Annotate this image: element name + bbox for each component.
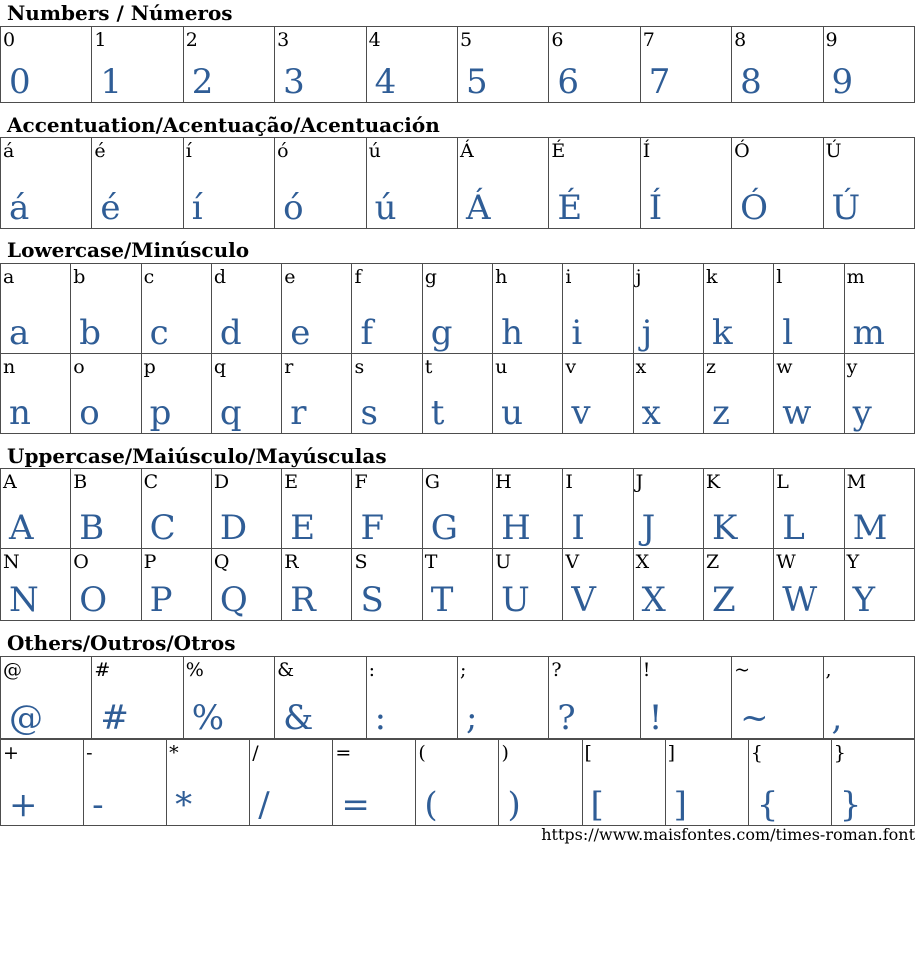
uppercase-row-2 [1, 549, 915, 621]
glyph-cell [352, 469, 422, 549]
char-label: R [284, 551, 299, 573]
char-label: C [143, 471, 159, 493]
char-label: J [635, 471, 644, 493]
glyph-sample: m [852, 313, 885, 353]
glyph-cell [748, 740, 831, 826]
glyph-sample: 8 [740, 62, 762, 102]
glyph-cell [640, 27, 731, 103]
glyph-sample: ) [507, 785, 521, 825]
char-label: / [252, 742, 259, 764]
glyph-cell [211, 469, 281, 549]
glyph-sample: Ú [831, 188, 861, 228]
glyph-cell [633, 469, 703, 549]
glyph-sample: 5 [465, 62, 488, 102]
glyph-cell [732, 27, 823, 103]
others-row-2 [1, 740, 915, 826]
glyph-sample: w [782, 393, 812, 433]
char-label: [ [584, 742, 592, 764]
glyph-sample: W [782, 580, 818, 620]
glyph-sample: , [831, 698, 843, 738]
glyph-cell [141, 264, 211, 354]
glyph-cell [493, 264, 563, 354]
glyph-sample: d [219, 313, 242, 353]
glyph-sample: N [9, 580, 39, 620]
char-label: : [368, 659, 375, 681]
glyph-sample: n [9, 393, 31, 433]
char-label: z [705, 356, 716, 378]
char-label: 3 [277, 29, 290, 51]
glyph-cell [563, 264, 633, 354]
glyph-sample: M [852, 508, 888, 548]
glyph-cell [640, 657, 731, 739]
char-label: 0 [3, 29, 16, 51]
char-label: * [169, 742, 179, 764]
others-row-1 [1, 657, 915, 739]
glyph-sample: O [79, 580, 108, 620]
char-label: 7 [642, 29, 655, 51]
glyph-cell [352, 354, 422, 434]
glyph-cell [1, 27, 92, 103]
glyph-cell [844, 264, 914, 354]
glyph-sample: 4 [374, 62, 397, 102]
char-label: Á [459, 140, 474, 162]
glyph-cell [282, 469, 352, 549]
char-label: y [846, 356, 858, 378]
glyph-cell [84, 740, 167, 826]
glyph-cell [703, 469, 773, 549]
glyph-sample: o [79, 393, 100, 433]
char-label: ~ [734, 659, 751, 681]
glyph-sample: I [571, 508, 585, 548]
numbers-grid [0, 26, 915, 103]
char-label: í [185, 140, 192, 162]
char-label: Ó [734, 140, 750, 162]
glyph-sample: K [711, 508, 738, 548]
glyph-sample: ? [557, 698, 576, 738]
section-title-accentuation: Accentuation/Acentuação/Acentuación [7, 113, 440, 137]
glyph-sample: U [501, 580, 530, 620]
char-label: t [424, 356, 433, 378]
glyph-cell [831, 740, 914, 826]
glyph-sample: % [191, 698, 225, 738]
glyph-sample: p [149, 393, 172, 433]
glyph-cell [549, 138, 640, 229]
glyph-cell [1, 264, 71, 354]
glyph-sample: c [149, 313, 169, 353]
glyph-cell [563, 354, 633, 434]
glyph-sample: 3 [283, 62, 305, 102]
glyph-sample: z [711, 393, 730, 433]
glyph-sample: } [839, 785, 862, 825]
char-label: E [284, 471, 299, 493]
glyph-sample: h [501, 313, 523, 353]
glyph-cell [167, 740, 250, 826]
char-label: w [776, 356, 793, 378]
char-label: , [825, 659, 832, 681]
char-label: ú [368, 140, 381, 162]
glyph-sample: * [175, 785, 193, 825]
glyph-cell [71, 469, 141, 549]
glyph-sample: [ [590, 785, 604, 825]
glyph-cell [366, 27, 457, 103]
glyph-cell [71, 354, 141, 434]
others-grid-2 [0, 739, 915, 826]
glyph-sample: e [290, 313, 311, 353]
glyph-cell [211, 549, 281, 621]
glyph-cell [366, 138, 457, 229]
glyph-cell [633, 354, 703, 434]
char-label: Y [846, 551, 860, 573]
char-label: @ [3, 659, 22, 681]
glyph-sample: 6 [557, 62, 579, 102]
glyph-cell [844, 354, 914, 434]
section-title-uppercase: Uppercase/Maiúsculo/Mayúsculas [7, 444, 387, 468]
glyph-sample: D [219, 508, 248, 548]
glyph-cell [774, 469, 844, 549]
lowercase-row-2 [1, 354, 915, 434]
glyph-cell [703, 549, 773, 621]
char-label: k [705, 266, 718, 288]
glyph-sample: Y [852, 580, 876, 620]
glyph-cell [282, 264, 352, 354]
char-label: 9 [825, 29, 838, 51]
glyph-sample: / [258, 785, 270, 825]
char-label: q [213, 356, 227, 378]
glyph-sample: # [100, 698, 129, 738]
glyph-sample: i [571, 313, 583, 353]
char-label: 5 [459, 29, 473, 51]
char-label: É [551, 140, 566, 162]
char-label: D [213, 471, 230, 493]
glyph-cell [732, 657, 823, 739]
glyph-sample: u [501, 393, 523, 433]
glyph-cell [457, 138, 548, 229]
glyph-cell [1, 469, 71, 549]
glyph-sample: L [782, 508, 805, 548]
char-label: - [86, 742, 93, 764]
glyph-sample: y [852, 393, 872, 433]
glyph-sample: g [430, 313, 453, 353]
glyph-cell [640, 138, 731, 229]
char-label: N [3, 551, 20, 573]
char-label: Í [642, 140, 651, 162]
char-label: 8 [734, 29, 747, 51]
glyph-cell [1, 354, 71, 434]
source-url[interactable]: https://www.maisfontes.com/times-roman.font [541, 825, 915, 844]
glyph-cell [352, 549, 422, 621]
glyph-sample: ~ [740, 698, 769, 738]
glyph-cell [275, 657, 366, 739]
glyph-cell [282, 549, 352, 621]
glyph-sample: ( [424, 785, 438, 825]
glyph-cell [844, 469, 914, 549]
glyph-sample: a [9, 313, 30, 353]
char-label: S [354, 551, 368, 573]
glyph-sample: H [501, 508, 531, 548]
glyph-cell [422, 354, 492, 434]
glyph-sample: ! [648, 698, 663, 738]
char-label: L [776, 471, 789, 493]
char-label: l [776, 266, 783, 288]
char-label: o [73, 356, 85, 378]
glyph-sample: r [290, 393, 307, 433]
char-label: ó [277, 140, 289, 162]
char-label: G [424, 471, 440, 493]
char-label: 4 [368, 29, 381, 51]
glyph-sample: Á [465, 188, 491, 228]
section-title-others: Others/Outros/Otros [7, 631, 236, 655]
glyph-sample: É [557, 188, 583, 228]
numbers-row [1, 27, 915, 103]
glyph-cell [774, 354, 844, 434]
glyph-cell [92, 27, 183, 103]
glyph-cell [141, 549, 211, 621]
glyph-cell [141, 469, 211, 549]
char-label: U [495, 551, 512, 573]
glyph-cell [71, 549, 141, 621]
glyph-cell [774, 264, 844, 354]
char-label: a [3, 266, 15, 288]
char-label: c [143, 266, 155, 288]
char-label: ? [551, 659, 562, 681]
glyph-cell [250, 740, 333, 826]
glyph-sample: f [360, 313, 374, 353]
glyph-sample: - [92, 785, 104, 825]
char-label: Ú [825, 140, 842, 162]
glyph-sample: B [79, 508, 105, 548]
glyph-sample: t [430, 393, 445, 433]
char-label: r [284, 356, 294, 378]
glyph-cell [92, 138, 183, 229]
glyph-cell [823, 27, 914, 103]
char-label: + [3, 742, 19, 764]
glyph-sample: á [9, 188, 30, 228]
char-label: & [277, 659, 295, 681]
glyph-cell [844, 549, 914, 621]
char-label: 1 [94, 29, 107, 51]
glyph-cell [774, 549, 844, 621]
glyph-cell [563, 469, 633, 549]
glyph-sample: A [9, 508, 34, 548]
glyph-cell [823, 657, 914, 739]
glyph-sample: X [641, 580, 666, 620]
glyph-sample: s [360, 393, 378, 433]
glyph-sample: ú [374, 188, 397, 228]
section-title-numbers: Numbers / Números [7, 1, 233, 25]
glyph-cell [633, 264, 703, 354]
glyph-cell [1, 657, 92, 739]
glyph-cell [183, 657, 274, 739]
glyph-cell [183, 27, 274, 103]
glyph-cell [499, 740, 582, 826]
char-label: j [635, 266, 642, 288]
char-label: A [3, 471, 17, 493]
glyph-cell [211, 264, 281, 354]
glyph-sample: & [283, 698, 314, 738]
glyph-sample: 0 [9, 62, 31, 102]
char-label: H [495, 471, 512, 493]
char-label: á [3, 140, 15, 162]
glyph-cell [92, 657, 183, 739]
char-label: s [354, 356, 365, 378]
uppercase-row-1 [1, 469, 915, 549]
glyph-cell [1, 138, 92, 229]
glyph-cell [275, 27, 366, 103]
glyph-sample: J [641, 508, 656, 548]
char-label: P [143, 551, 157, 573]
char-label: i [565, 266, 572, 288]
glyph-cell [1, 549, 71, 621]
glyph-cell [493, 469, 563, 549]
char-label: m [846, 266, 865, 288]
char-label: Q [213, 551, 230, 573]
glyph-sample: v [571, 393, 591, 433]
glyph-sample: 9 [831, 62, 854, 102]
glyph-cell [703, 354, 773, 434]
char-label: v [565, 356, 577, 378]
glyph-sample: 1 [100, 62, 123, 102]
glyph-cell [665, 740, 748, 826]
char-label: h [495, 266, 508, 288]
char-label: } [833, 742, 846, 764]
glyph-sample: Ó [740, 188, 768, 228]
glyph-sample: 2 [191, 62, 214, 102]
glyph-cell [71, 264, 141, 354]
glyph-cell [732, 138, 823, 229]
glyph-sample: ; [465, 698, 478, 738]
char-label: % [185, 659, 204, 681]
glyph-sample: k [711, 313, 733, 353]
char-label: { [750, 742, 763, 764]
glyph-cell [141, 354, 211, 434]
char-label: 6 [551, 29, 564, 51]
char-label: ! [642, 659, 651, 681]
glyph-cell [457, 27, 548, 103]
accentuation-grid [0, 137, 915, 229]
glyph-sample: l [782, 313, 794, 353]
char-label: b [73, 266, 86, 288]
char-label: é [94, 140, 106, 162]
char-label: Z [705, 551, 720, 573]
char-label: ; [459, 659, 467, 681]
glyph-cell [1, 740, 84, 826]
uppercase-grid [0, 468, 915, 621]
glyph-cell [275, 138, 366, 229]
glyph-sample: : [374, 698, 387, 738]
glyph-cell [493, 354, 563, 434]
char-label: d [213, 266, 227, 288]
char-label: ] [667, 742, 676, 764]
char-label: g [424, 266, 437, 288]
glyph-sample: = [341, 785, 370, 825]
glyph-sample: @ [9, 698, 43, 738]
glyph-cell [703, 264, 773, 354]
glyph-cell [422, 549, 492, 621]
glyph-sample: Z [711, 580, 736, 620]
glyph-sample: V [571, 580, 596, 620]
glyph-cell [457, 657, 548, 739]
char-label: W [776, 551, 796, 573]
glyph-cell [823, 138, 914, 229]
char-label: X [635, 551, 650, 573]
char-label: V [565, 551, 580, 573]
char-label: M [846, 471, 867, 493]
glyph-sample: R [290, 580, 316, 620]
char-label: p [143, 356, 156, 378]
glyph-sample: S [360, 580, 384, 620]
char-label: f [354, 266, 362, 288]
char-label: T [424, 551, 438, 573]
char-label: O [73, 551, 89, 573]
accentuation-row [1, 138, 915, 229]
char-label: = [335, 742, 352, 764]
glyph-cell [282, 354, 352, 434]
glyph-sample: 7 [648, 62, 671, 102]
glyph-cell [549, 27, 640, 103]
glyph-sample: { [756, 785, 779, 825]
glyph-cell [416, 740, 499, 826]
glyph-sample: F [360, 508, 385, 548]
char-label: n [3, 356, 16, 378]
glyph-cell [422, 469, 492, 549]
glyph-cell [183, 138, 274, 229]
glyph-sample: q [219, 393, 242, 433]
glyph-cell [366, 657, 457, 739]
char-label: ( [418, 742, 426, 764]
glyph-sample: ó [283, 188, 304, 228]
section-title-lowercase: Lowercase/Minúsculo [7, 238, 250, 262]
lowercase-row-1 [1, 264, 915, 354]
char-label: B [73, 471, 88, 493]
glyph-sample: b [79, 313, 102, 353]
char-label: F [354, 471, 368, 493]
glyph-sample: G [430, 508, 458, 548]
lowercase-grid [0, 263, 915, 434]
glyph-sample: P [149, 580, 173, 620]
char-label: K [705, 471, 721, 493]
glyph-cell [549, 657, 640, 739]
glyph-sample: x [641, 393, 661, 433]
char-label: I [565, 471, 573, 493]
char-label: ) [501, 742, 509, 764]
glyph-cell [422, 264, 492, 354]
glyph-sample: Í [648, 188, 663, 228]
glyph-sample: í [191, 188, 203, 228]
glyph-cell [211, 354, 281, 434]
char-label: x [635, 356, 647, 378]
glyph-cell [633, 549, 703, 621]
glyph-sample: é [100, 188, 121, 228]
glyph-cell [493, 549, 563, 621]
glyph-cell [582, 740, 665, 826]
glyph-sample: j [641, 313, 653, 353]
glyph-sample: ] [673, 785, 687, 825]
others-grid-1 [0, 656, 915, 739]
glyph-cell [563, 549, 633, 621]
glyph-sample: C [149, 508, 176, 548]
glyph-cell [333, 740, 416, 826]
glyph-cell [352, 264, 422, 354]
glyph-sample: E [290, 508, 316, 548]
char-label: e [284, 266, 296, 288]
char-label: u [495, 356, 508, 378]
char-label: 2 [185, 29, 198, 51]
char-label: # [94, 659, 111, 681]
glyph-sample: T [430, 580, 454, 620]
glyph-sample: + [9, 785, 38, 825]
glyph-sample: Q [219, 580, 248, 620]
